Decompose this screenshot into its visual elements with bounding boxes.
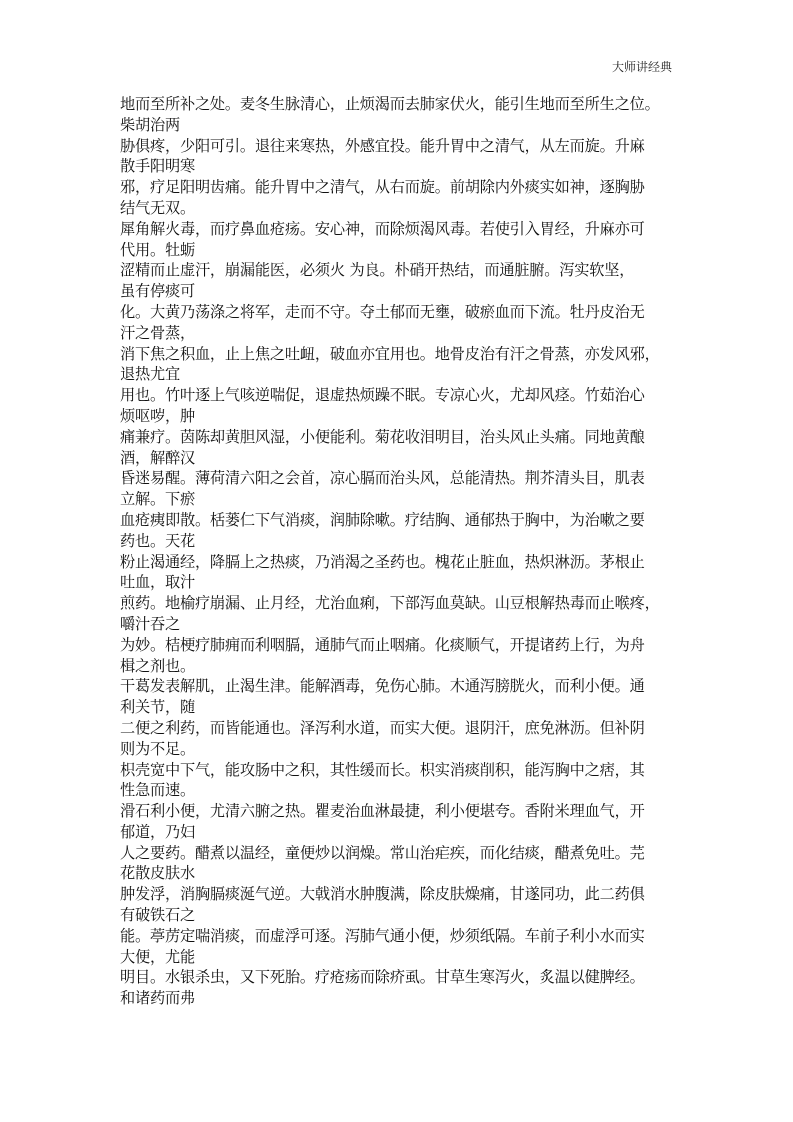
document-body xyxy=(120,94,680,1009)
text-line: 有破铁石之 xyxy=(120,906,195,925)
text-line: 利关节，随 xyxy=(120,698,195,717)
text-line: 用也。竹叶逐上气咳逆喘促，退虚热烦躁不眠。专凉心火，尤却风痉。竹茹治心 xyxy=(120,386,645,405)
text-line: 退热尤宜 xyxy=(120,365,180,384)
text-line: 烦呕哕，肿 xyxy=(120,406,195,425)
text-line: 能。葶苈定喘消痰，而虚浮可逐。泻肺气通小便，炒须纸隔。车前子利小水而实 xyxy=(120,926,645,945)
text-line: 煎药。地榆疗崩漏、止月经，尤治血痢，下部泻血莫缺。山豆根解热毒而止喉疼， xyxy=(120,594,660,613)
text-line: 消下焦之积血，止上焦之吐衄，破血亦宜用也。地骨皮治有汗之骨蒸，亦发风邪， xyxy=(120,344,660,363)
text-line: 邪，疗足阳明齿痛。能升胃中之清气，从右而旋。前胡除内外痰实如神，逐胸胁 xyxy=(120,178,645,197)
text-line: 药也。天花 xyxy=(120,531,195,550)
text-line: 嚼汁吞之 xyxy=(120,614,180,633)
text-line: 汗之骨蒸， xyxy=(120,323,195,342)
text-line: 涩精而止虚汗，崩漏能医，必须火 为良。朴硝开热结，而通脏腑。泻实软坚， xyxy=(120,261,635,280)
text-line: 楫之剂也。 xyxy=(120,656,195,675)
text-line: 代用。牡蛎 xyxy=(120,240,195,259)
text-line: 血疮痍即散。栝蒌仁下气消痰，润肺除嗽。疗结胸、通郁热于胸中，为治嗽之要 xyxy=(120,510,645,529)
text-line: 人之要药。醋煮以温经，童便炒以润燥。常山治疟疾，而化结痰，醋煮免吐。芫 xyxy=(120,843,645,862)
text-line: 枳壳宽中下气，能攻肠中之积，其性缓而长。枳实消痰削积，能泻胸中之痞，其 xyxy=(120,760,645,779)
page-header-title: 大师讲经典 xyxy=(611,60,672,74)
text-line: 立解。下瘀 xyxy=(120,490,195,509)
text-line: 胁俱疼，少阳可引。退往来寒热，外感宜投。能升胃中之清气，从左而旋。升麻 xyxy=(120,136,645,155)
text-line: 和诸药而弗 xyxy=(120,989,195,1008)
text-line: 虽有停痰可 xyxy=(120,282,195,301)
text-line: 花散皮肤水 xyxy=(120,864,195,883)
text-line: 大便，尤能 xyxy=(120,947,195,966)
text-line: 则为不足。 xyxy=(120,739,195,758)
text-line: 吐血，取汁 xyxy=(120,573,195,592)
text-line: 滑石利小便，尤清六腑之热。瞿麦治血淋最捷，利小便堪夸。香附米理血气，开 xyxy=(120,802,645,821)
text-line: 二便之利药，而皆能通也。泽泻利水道，而实大便。退阴汗，庶免淋沥。但补阴 xyxy=(120,718,645,737)
text-line: 散手阳明寒 xyxy=(120,157,195,176)
text-line: 昏迷易醒。薄荷清六阳之会首，凉心膈而治头风，总能清热。荆芥清头目，肌表 xyxy=(120,469,645,488)
text-line: 为妙。桔梗疗肺痈而利咽膈，通肺气而止咽痛。化痰顺气，开提诸药上行，为舟 xyxy=(120,635,645,654)
text-line: 痛兼疗。茵陈却黄胆风湿，小便能利。菊花收泪明目，治头风止头痛。同地黄酿 xyxy=(120,427,645,446)
text-line: 干葛发表解肌，止渴生津。能解酒毒，免伤心肺。木通泻膀胱火，而利小便。通 xyxy=(120,677,645,696)
text-line: 肿发浮，消胸膈痰涎气逆。大戟消水肿腹满，除皮肤燥痛，甘遂同功，此二药俱 xyxy=(120,885,645,904)
text-line: 柴胡治两 xyxy=(120,115,180,134)
text-line: 化。大黄乃荡涤之将军，走而不守。夺土郁而无壅，破瘀血而下流。牡丹皮治无 xyxy=(120,302,645,321)
text-line: 明目。水银杀虫，又下死胎。疗疮疡而除疥虱。甘草生寒泻火，炙温以健脾经。 xyxy=(120,968,645,987)
text-line: 酒，解醉汉 xyxy=(120,448,195,467)
text-line: 地而至所补之处。麦冬生脉清心，止烦渴而去肺家伏火，能引生地而至所生之位。 xyxy=(120,95,660,113)
text-line: 性急而速。 xyxy=(120,781,195,800)
text-line: 结气无双。 xyxy=(120,198,195,217)
text-line: 粉止渴通经，降膈上之热痰，乃消渴之圣药也。槐花止脏血，热炽淋沥。茅根止 xyxy=(120,552,645,571)
text-line: 郁道，乃妇 xyxy=(120,822,195,841)
text-line: 犀角解火毒，而疗鼻血疮疡。安心神，而除烦渴风毒。若使引入胃经，升麻亦可 xyxy=(120,219,645,238)
